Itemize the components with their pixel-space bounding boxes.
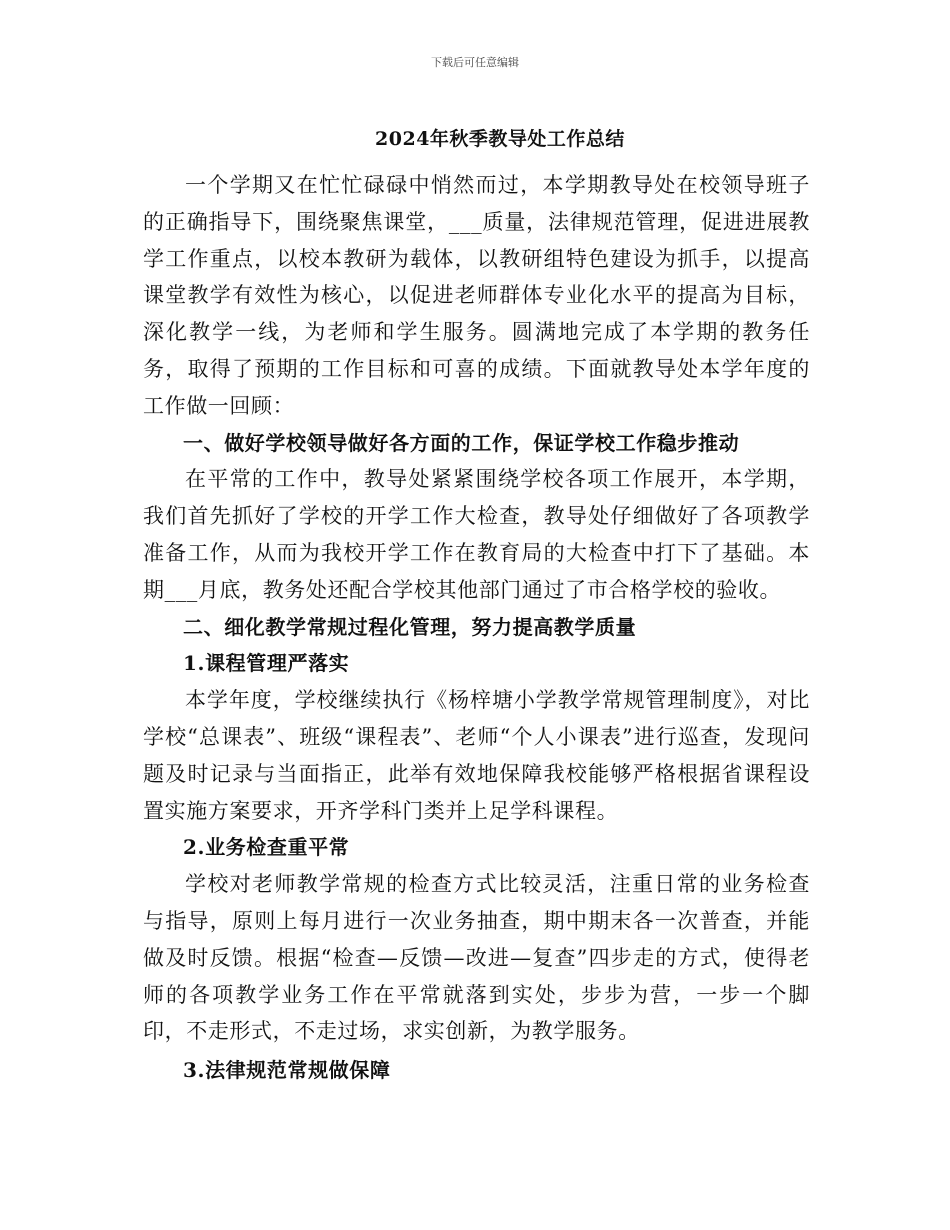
section-1-heading: 一、做好学校领导做好各方面的工作，保证学校工作稳步推动 — [183, 430, 740, 455]
header-note: 下载后可任意编辑 — [431, 56, 519, 69]
subsection-2-paragraph: 学校对老师教学常规的检查方式比较灵活，注重日常的业务检查与指导，原则上每月进行一次业务抽查，期中期末各一次普查，并能做及时反馈。根据“检查—反馈—改进—复查”四步走的方式，使得老师的各项教学业务工作在平常就落到实处，步步为营，一步一个脚印，不走形式，不走过场，求实创新，为教学服务。 — [143, 872, 810, 1044]
section-1-paragraph: 在平常的工作中，教导处紧紧围绕学校各项工作展开，本学期，我们首先抓好了学校的开学工作大检查，教导处仔细做好了各项教学准备工作，从而为我校开学工作在教育局的大检查中打下了基础。本期___月底，教务处还配合学校其他部门通过了市合格学校的验收。 — [143, 467, 810, 602]
subsection-1-paragraph: 本学年度，学校继续执行《杨梓塘小学教学常规管理制度》，对比学校“总课表”、班级“课程表”、老师“个人小课表”进行巡查，发现问题及时记录与当面指正，此举有效地保障我校能够严格根据省课程设置实施方案要求，开齐学科门类并上足学科课程。 — [143, 688, 810, 823]
subsection-2-heading: 2.业务检查重平常 — [183, 835, 350, 860]
page-title: 2024年秋季教导处工作总结 — [375, 128, 625, 150]
subsection-3-heading: 3.法律规范常规做保障 — [183, 1058, 391, 1083]
intro-paragraph: 一个学期又在忙忙碌碌中悄然而过，本学期教导处在校领导班子的正确指导下，围绕聚焦课堂，___质量，法律规范管理，促进进展教学工作重点，以校本教研为载体，以教研组特色建设为抓手，以提高课堂教学有效性为核心，以促进老师群体专业化水平的提高为目标，深化教学一线，为老师和学生服务。圆满地完成了本学期的教务任务，取得了预期的工作目标和可喜的成绩。下面就教导处本学年度的工作做一回顾： — [143, 173, 810, 418]
section-2-heading: 二、细化教学常规过程化管理，努力提高教学质量 — [183, 614, 637, 639]
document-body — [143, 167, 810, 1089]
subsection-1-heading: 1.课程管理严落实 — [183, 651, 350, 676]
